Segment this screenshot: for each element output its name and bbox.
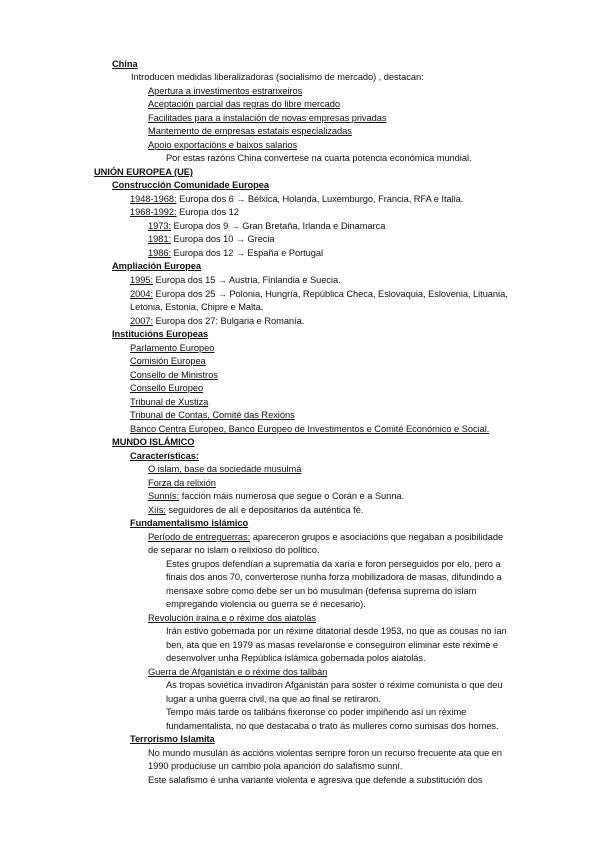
institution-item: Banco Centra Europeo, Banco Europeo de Investimentos e Comité Económico e Social. — [130, 424, 490, 434]
china-conclusion: Por estas razóns China convértese na cuarta potencia económica mundial. — [166, 153, 472, 163]
enlargement-item: 1995: Europa dos 15 → Austria, Finlandia e Suecia. — [130, 275, 341, 285]
period-date: 1973: — [148, 221, 172, 231]
period-date: 1986: — [148, 248, 172, 258]
arrow-icon: → — [235, 234, 245, 244]
paragraph-line: empregando violencia ou guerra se é necesario). — [166, 599, 366, 609]
paragraph-line: No mundo musulán ás accións violentas sempre foron un recurso frecuente ata que en — [148, 748, 503, 758]
feature-item: O islam, base da sociedade musulmá — [148, 464, 302, 474]
paragraph-line: finais dos anos 70, converterose nunha forza mobilizadora de masas, difundindo a — [166, 572, 502, 582]
period-date: 1995: — [130, 275, 154, 285]
enlargement-item: 2004: Europa dos 25 → Polonia, Hungría, República Checa, Eslovaquia, Eslovenia, Lituania, — [130, 289, 508, 299]
term: Xiís: — [148, 505, 166, 515]
china-measure: Apertura a investimentos estranxeiros — [148, 86, 303, 96]
islam-heading: MUNDO ISLÁMICO — [112, 437, 195, 447]
paragraph-line: Estes grupos defendían a suprematía da xaría e foron perseguidos por elo, pero a — [166, 559, 501, 569]
enlargement-heading: Ampliación Europea — [112, 261, 201, 271]
between-wars-paragraph: Período de entreguerras: apareceron grupos e asociacións que negaban a posibilidade — [148, 532, 504, 542]
arrow-icon: → — [236, 194, 246, 204]
arrow-icon: → — [230, 221, 240, 231]
terrorism-heading: Terrorismo Islamita — [130, 734, 215, 744]
period-date: 1981: — [148, 234, 172, 244]
paragraph-line: As tropas soviética invadiron Afganistán para soster o réxime comunista o que deu — [166, 680, 503, 690]
ue-heading: UNIÓN EUROPEA (UE) — [94, 167, 193, 177]
china-measure: Mantemento de empresas estatais especializadas — [148, 126, 352, 136]
term: Sunnís: — [148, 491, 180, 501]
paragraph-line: mensaxe sobre como debe ser un bó musulmán (defensa suprema do islam — [166, 586, 477, 596]
institution-item: Tribunal de Contas, Comité das Rexións — [130, 410, 295, 420]
institution-item: Consello Europeo — [130, 383, 204, 393]
institution-item: Parlamento Europeo — [130, 343, 215, 353]
feature-item: Xiís: seguidores de alí e depositarios da auténtica fé. — [148, 505, 364, 515]
period-date: 1968-1992: — [130, 207, 177, 217]
china-measure: Aceptación parcial das regras do libre mercado — [148, 99, 341, 109]
construction-period: 1968-1992: Europa dos 12 — [130, 207, 239, 217]
paragraph-line: lugar a unha guerra civil, na que ao final se retiraron. — [166, 694, 381, 704]
institutions-heading: Institucións Europeas — [112, 329, 209, 339]
construction-subperiod: 1973: Europa dos 9 → Gran Bretaña, Irlanda e Dinamarca — [148, 221, 386, 231]
arrow-icon: → — [217, 275, 227, 285]
paragraph-line: de separar no islam o relixioso do político. — [148, 545, 320, 555]
enlargement-item-cont: Letonia, Estonia, Chipre e Malta. — [130, 302, 264, 312]
paragraph-line: Irán estivo gobernada por un réxime ditatorial desde 1953, no que as cousas no ían — [166, 626, 507, 636]
construction-heading: Construcción Comunidade Europea — [112, 180, 270, 190]
feature-item: Sunnís: facción máis numerosa que segue o Corán e a Sunna. — [148, 491, 405, 501]
period-date: 2007: — [130, 316, 154, 326]
china-intro: Introducen medidas liberalizadoras (socialismo de mercado) , destacan: — [131, 72, 424, 82]
paragraph-line: Tempo máis tarde os talibáns fixeronse co poder impiñendo así un réxime — [166, 707, 467, 717]
arrow-icon: → — [235, 248, 245, 258]
term: Período de entreguerras: — [148, 532, 251, 542]
iran-heading: Revolución iraína e o réxime dos aiatolás — [148, 613, 316, 623]
institution-item: Comisión Europea — [130, 356, 206, 366]
period-date: 2004: — [130, 289, 154, 299]
period-date: 1948-1968: — [130, 194, 177, 204]
afghanistan-heading: Guerra de Afganistán e o réxime dos talibán — [148, 667, 328, 677]
fundamentalism-heading: Fundamentalismo islámico — [130, 518, 249, 528]
features-heading: Características: — [130, 451, 199, 461]
china-heading: China — [112, 59, 138, 69]
china-measure: Apoio exportacións e baixos salarios — [148, 140, 298, 150]
enlargement-item: 2007: Europa dos 27: Bulgaria e Romanía. — [130, 316, 305, 326]
institution-item: Consello de Ministros — [130, 370, 218, 380]
paragraph-line: Este salafismo é unha variante violenta e agresiva que defende a substitución dos — [148, 775, 483, 785]
arrow-icon: → — [217, 289, 227, 299]
paragraph-line: 1990 produciuse un cambio pola aparición do salafismo sunní. — [148, 761, 403, 771]
paragraph-line: desenvolver unha República islámica gobernada polos aiatolás. — [166, 653, 426, 663]
construction-period: 1948-1968: Europa dos 6 → Bélxica, Holanda, Luxemburgo, Francia, RFA e Italia. — [130, 194, 464, 204]
construction-subperiod: 1981: Europa dos 10 → Grecia — [148, 234, 275, 244]
paragraph-line: ben, ata que en 1979 as masas revelaronse e conseguiron eliminar este réxime e — [166, 640, 499, 650]
institution-item: Tribunal de Xustiza — [130, 397, 209, 407]
feature-item: Forza da relixión — [148, 478, 216, 488]
china-measure: Facilitades para a instalación de novas empresas privadas — [148, 113, 387, 123]
construction-subperiod: 1986: Europa dos 12 → España e Portugal — [148, 248, 324, 258]
paragraph-line: fundamentalista, no que destacaba o trato ás mulleres como sumisas dos homes. — [166, 721, 499, 731]
